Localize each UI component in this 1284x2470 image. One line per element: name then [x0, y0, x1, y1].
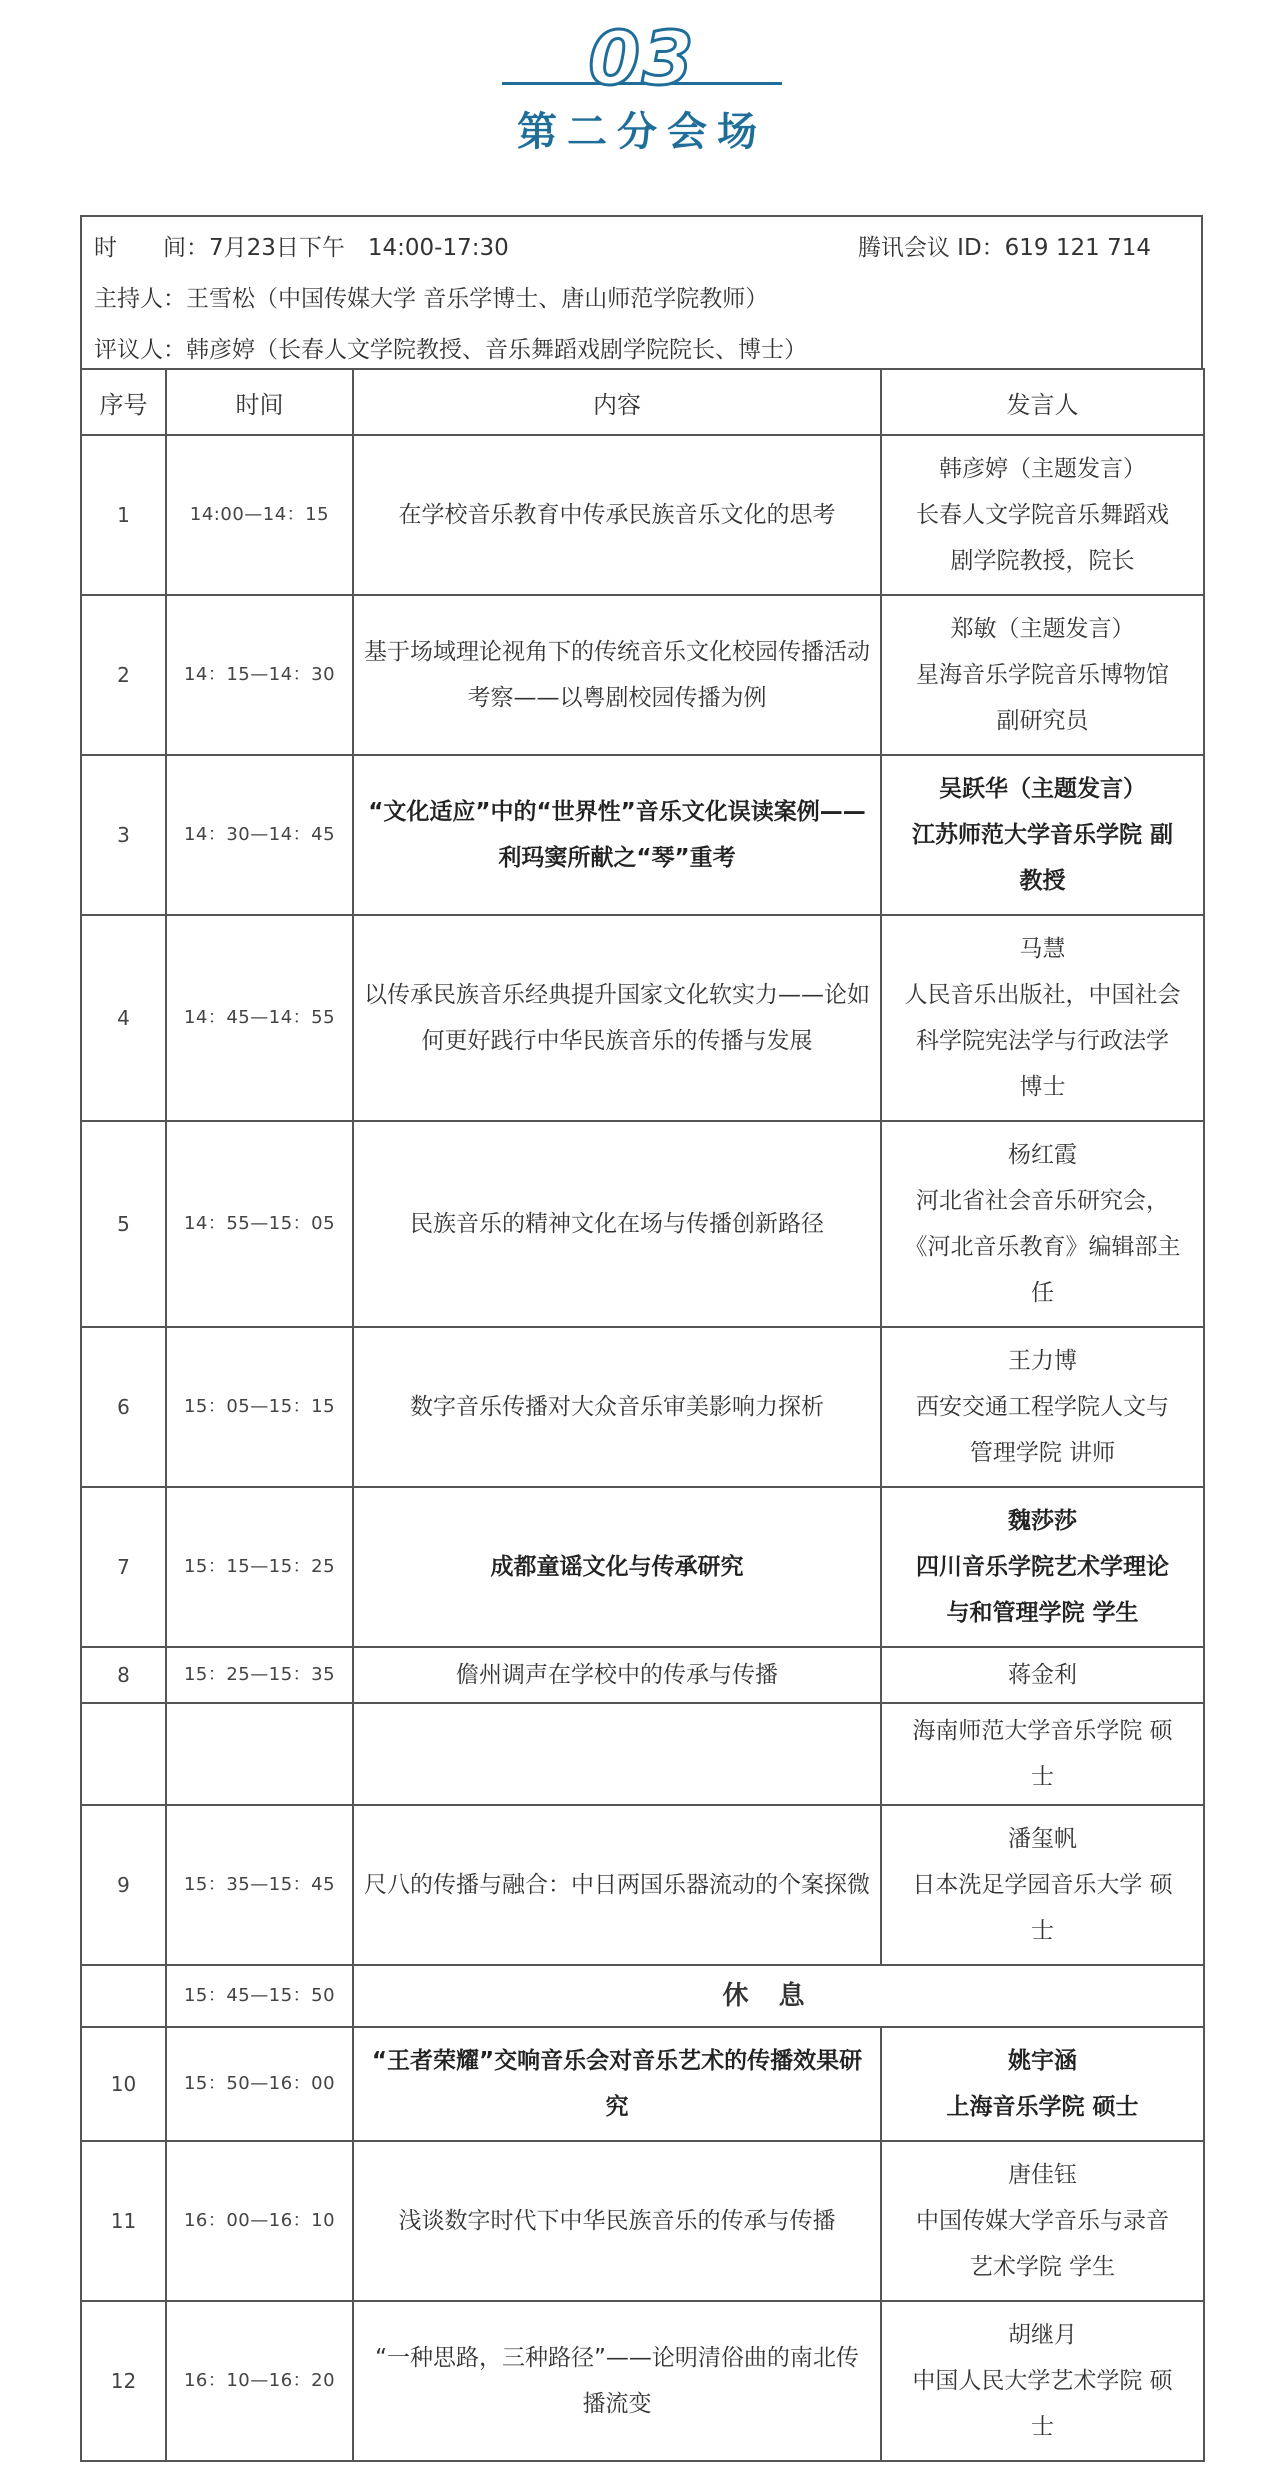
speaker-cell — [881, 595, 1204, 755]
speaker-line: 姚宇涵 — [1008, 2048, 1077, 2074]
speaker-line: 蒋金利 — [1008, 1662, 1077, 1688]
speaker-line: 与和管理学院 学生 — [946, 1600, 1139, 1626]
speaker-cell — [881, 1805, 1204, 1965]
col-header-no: 序号 — [81, 369, 166, 435]
speaker-cell — [881, 1487, 1204, 1647]
meta-host: 主持人：王雪松（中国传媒大学 音乐学博士、唐山师范学院教师） — [94, 286, 769, 312]
table-row — [81, 1965, 1204, 2027]
time-value: 7月23日下午 14:00-17:30 — [209, 235, 509, 261]
speaker-line: 博士 — [1019, 1074, 1066, 1100]
row-number: 7 — [81, 1487, 166, 1647]
speaker-line: 教授 — [1019, 868, 1066, 894]
row-number: 2 — [81, 595, 166, 755]
speaker-cell — [881, 915, 1204, 1121]
speaker-cell — [881, 1327, 1204, 1487]
row-number — [81, 1965, 166, 2027]
row-time — [166, 1703, 353, 1805]
speaker-line: 吴跃华（主题发言） — [939, 776, 1146, 802]
talk-title: 以传承民族音乐经典提升国家文化软实力——论如何更好践行中华民族音乐的传播与发展 — [353, 915, 881, 1121]
row-time: 16：00—16：10 — [166, 2141, 353, 2301]
row-time: 14:00—14：15 — [166, 435, 353, 595]
row-time: 14：45—14：55 — [166, 915, 353, 1121]
row-time: 15：25—15：35 — [166, 1647, 353, 1703]
speaker-line: 任 — [1031, 1280, 1054, 1306]
schedule-table — [80, 215, 1203, 2462]
schedule-meta — [80, 215, 1203, 368]
speaker-line: 副研究员 — [996, 708, 1089, 734]
table-row — [81, 1121, 1204, 1327]
talk-title: 在学校音乐教育中传承民族音乐文化的思考 — [353, 435, 881, 595]
speaker-line: 士 — [1031, 1918, 1054, 1944]
table-row — [81, 915, 1204, 1121]
speaker-line: 星海音乐学院音乐博物馆 — [916, 662, 1169, 688]
table-row — [81, 1703, 1204, 1805]
speaker-line: 四川音乐学院艺术学理论 — [916, 1554, 1169, 1580]
col-header-speaker: 发言人 — [881, 369, 1204, 435]
speaker-line: 管理学院 讲师 — [969, 1440, 1116, 1466]
talk-title: 数字音乐传播对大众音乐审美影响力探析 — [353, 1327, 881, 1487]
row-number: 1 — [81, 435, 166, 595]
speaker-line: 西安交通工程学院人文与 — [916, 1394, 1169, 1420]
row-number: 12 — [81, 2301, 166, 2461]
table-row — [81, 595, 1204, 755]
meta-time-row — [94, 223, 1189, 274]
speaker-line: 海南师范大学音乐学院 硕 — [912, 1718, 1173, 1744]
speaker-line: 士 — [1031, 2414, 1054, 2440]
talk-title: “王者荣耀”交响音乐会对音乐艺术的传播效果研究 — [353, 2027, 881, 2141]
row-number: 4 — [81, 915, 166, 1121]
talk-title: 尺八的传播与融合：中日两国乐器流动的个案探微 — [353, 1805, 881, 1965]
speaker-cell — [881, 1703, 1204, 1805]
table-row — [81, 1805, 1204, 1965]
row-number: 3 — [81, 755, 166, 915]
table-row — [81, 2027, 1204, 2141]
talk-title: 基于场域理论视角下的传统音乐文化校园传播活动考察——以粤剧校园传播为例 — [353, 595, 881, 755]
speaker-line: 日本洗足学园音乐大学 硕 — [912, 1872, 1173, 1898]
speaker-line: 韩彦婷（主题发言） — [939, 456, 1146, 482]
row-number: 10 — [81, 2027, 166, 2141]
row-number: 6 — [81, 1327, 166, 1487]
speaker-cell — [881, 2301, 1204, 2461]
table-row — [81, 1487, 1204, 1647]
speaker-cell — [881, 755, 1204, 915]
meta-reviewer: 评议人：韩彦婷（长春人文学院教授、音乐舞蹈戏剧学院院长、博士） — [94, 337, 807, 363]
speaker-line: 魏莎莎 — [1008, 1508, 1077, 1534]
row-number — [81, 1703, 166, 1805]
row-time: 15：35—15：45 — [166, 1805, 353, 1965]
speaker-line: 科学院宪法学与行政法学 — [916, 1028, 1169, 1054]
speaker-line: 河北省社会音乐研究会， — [916, 1188, 1169, 1214]
col-header-time: 时间 — [166, 369, 353, 435]
speaker-cell — [881, 1121, 1204, 1327]
section-title: 第二分会场 — [517, 109, 767, 155]
speaker-line: 杨红霞 — [1008, 1142, 1077, 1168]
speaker-line: 长春人文学院音乐舞蹈戏 — [916, 502, 1169, 528]
schedule-grid — [80, 368, 1205, 2462]
table-header-row — [81, 369, 1204, 435]
break-cell: 休息 — [353, 1965, 1204, 2027]
talk-title: 儋州调声在学校中的传承与传播 — [353, 1647, 881, 1703]
row-time: 14：30—14：45 — [166, 755, 353, 915]
table-row — [81, 2301, 1204, 2461]
row-time: 15：45—15：50 — [166, 1965, 353, 2027]
speaker-line: 王力博 — [1008, 1348, 1077, 1374]
speaker-line: 唐佳钰 — [1008, 2162, 1077, 2188]
speaker-line: 郑敏（主题发言） — [950, 616, 1135, 642]
table-row — [81, 2141, 1204, 2301]
speaker-line: 胡继月 — [1008, 2322, 1077, 2348]
row-number: 5 — [81, 1121, 166, 1327]
row-time: 15：05—15：15 — [166, 1327, 353, 1487]
schedule-body — [81, 435, 1204, 2461]
speaker-line: 潘玺帆 — [1008, 1826, 1077, 1852]
row-time: 14：55—15：05 — [166, 1121, 353, 1327]
table-row — [81, 1647, 1204, 1703]
table-row — [81, 1327, 1204, 1487]
talk-title — [353, 1703, 881, 1805]
row-number: 11 — [81, 2141, 166, 2301]
meeting-id: 腾讯会议 ID：619 121 714 — [857, 235, 1151, 261]
talk-title: 浅谈数字时代下中华民族音乐的传承与传播 — [353, 2141, 881, 2301]
time-label: 时 间： — [94, 235, 209, 261]
section-number: 03 — [588, 16, 696, 102]
row-time: 15：50—16：00 — [166, 2027, 353, 2141]
speaker-line: 剧学院教授，院长 — [950, 548, 1135, 574]
row-time: 15：15—15：25 — [166, 1487, 353, 1647]
speaker-line: 中国人民大学艺术学院 硕 — [912, 2368, 1173, 2394]
talk-title: 民族音乐的精神文化在场与传播创新路径 — [353, 1121, 881, 1327]
row-time: 16：10—16：20 — [166, 2301, 353, 2461]
row-number: 9 — [81, 1805, 166, 1965]
speaker-line: 《河北音乐教育》编辑部主 — [904, 1234, 1181, 1260]
speaker-line: 上海音乐学院 硕士 — [946, 2094, 1139, 2120]
talk-title: 成都童谣文化与传承研究 — [353, 1487, 881, 1647]
speaker-cell — [881, 2141, 1204, 2301]
talk-title: “文化适应”中的“世界性”音乐文化误读案例——利玛窦所献之“琴”重考 — [353, 755, 881, 915]
speaker-line: 艺术学院 学生 — [969, 2254, 1116, 2280]
speaker-cell — [881, 435, 1204, 595]
talk-title: “一种思路，三种路径”——论明清俗曲的南北传播流变 — [353, 2301, 881, 2461]
speaker-cell — [881, 2027, 1204, 2141]
table-row — [81, 435, 1204, 595]
speaker-cell — [881, 1647, 1204, 1703]
speaker-line: 士 — [1031, 1764, 1054, 1790]
row-time: 14：15—14：30 — [166, 595, 353, 755]
col-header-content: 内容 — [353, 369, 881, 435]
speaker-line: 马慧 — [1019, 936, 1066, 962]
speaker-line: 中国传媒大学音乐与录音 — [916, 2208, 1169, 2234]
row-number: 8 — [81, 1647, 166, 1703]
table-row — [81, 755, 1204, 915]
section-header — [0, 0, 1284, 210]
speaker-line: 人民音乐出版社，中国社会 — [904, 982, 1181, 1008]
speaker-line: 江苏师范大学音乐学院 副 — [911, 822, 1173, 848]
